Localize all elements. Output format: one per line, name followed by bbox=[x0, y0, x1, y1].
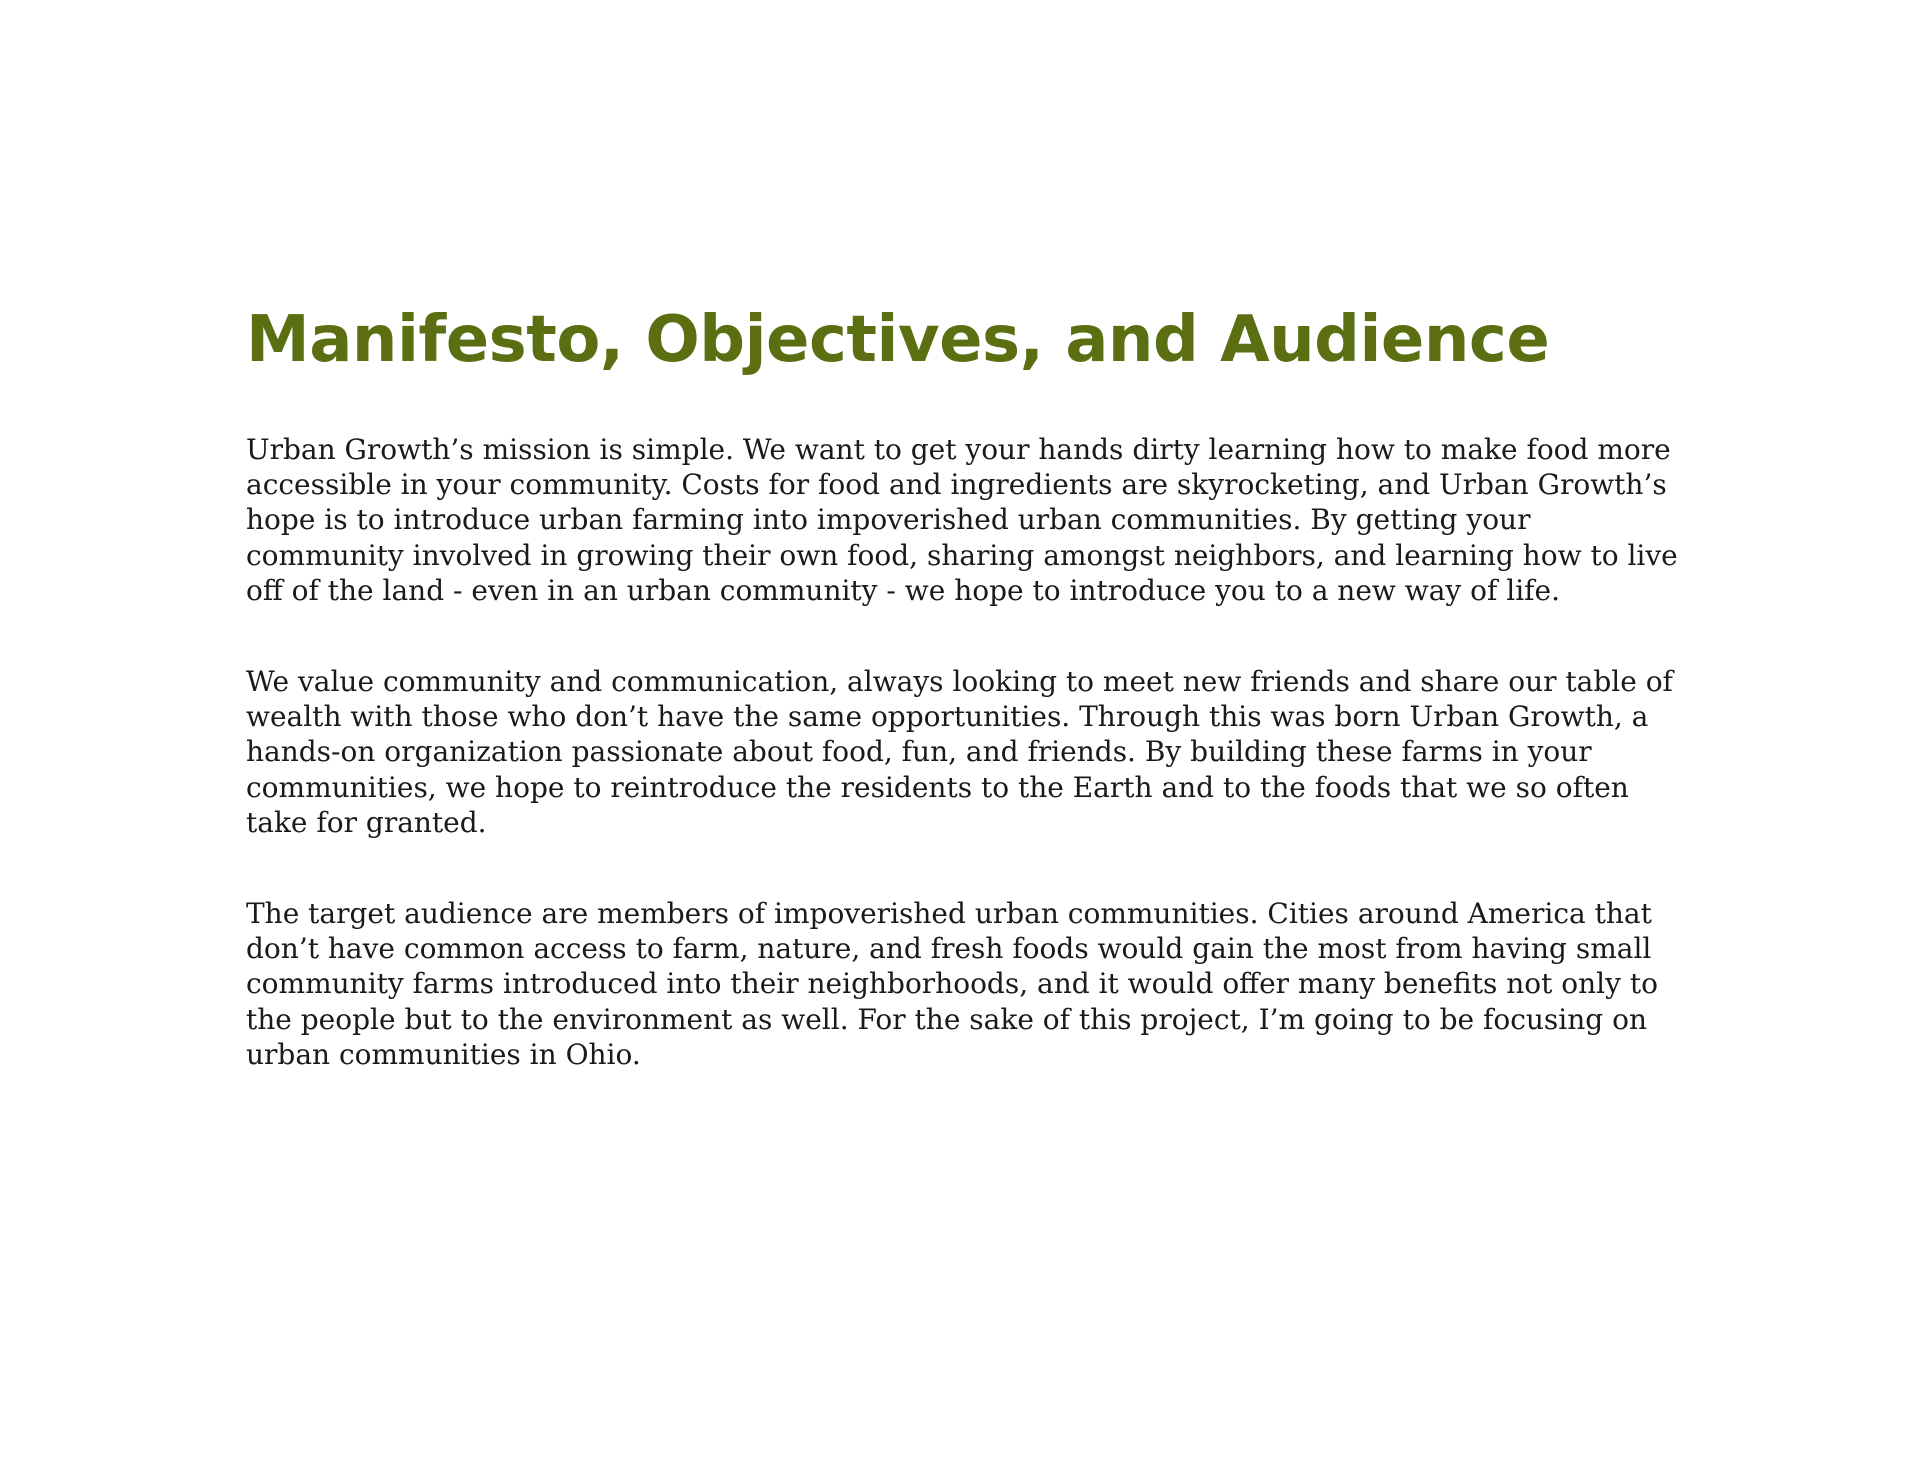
values-paragraph: We value community and communication, always looking to meet new friends and share our table of wealth with those who don’t have the same opportunities. Through this was born Urban Growth, a hands-on organization passionate about food, fun, and friends. By building these farms in your communities, we hope to reintroduce the residents to the Earth and to the foods that we so often take for granted. bbox=[246, 665, 1673, 839]
audience-paragraph: The target audience are members of impoverished urban communities. Cities around America that don’t have common access to farm, nature, and fresh foods would gain the most from having small community farms introduced into their neighborhoods, and it would offer many benefits not only to the people but to the environment as well. For the sake of this project, I’m going to be focusing on urban communities in Ohio. bbox=[246, 897, 1658, 1071]
page-title: Manifesto, Objectives, and Audience bbox=[246, 303, 1550, 377]
mission-paragraph: Urban Growth’s mission is simple. We want to get your hands dirty learning how to make food more accessible in your community. Costs for food and ingredients are skyrocketing, and Urban Growth’s hope is to introduce urban farming into impoverished urban communities. By getting your community involved in growing their own food, sharing amongst neighbors, and learning how to live off of the land - even in an urban community - we hope to introduce you to a new way of life. bbox=[246, 433, 1678, 607]
page-content bbox=[246, 300, 1686, 1072]
